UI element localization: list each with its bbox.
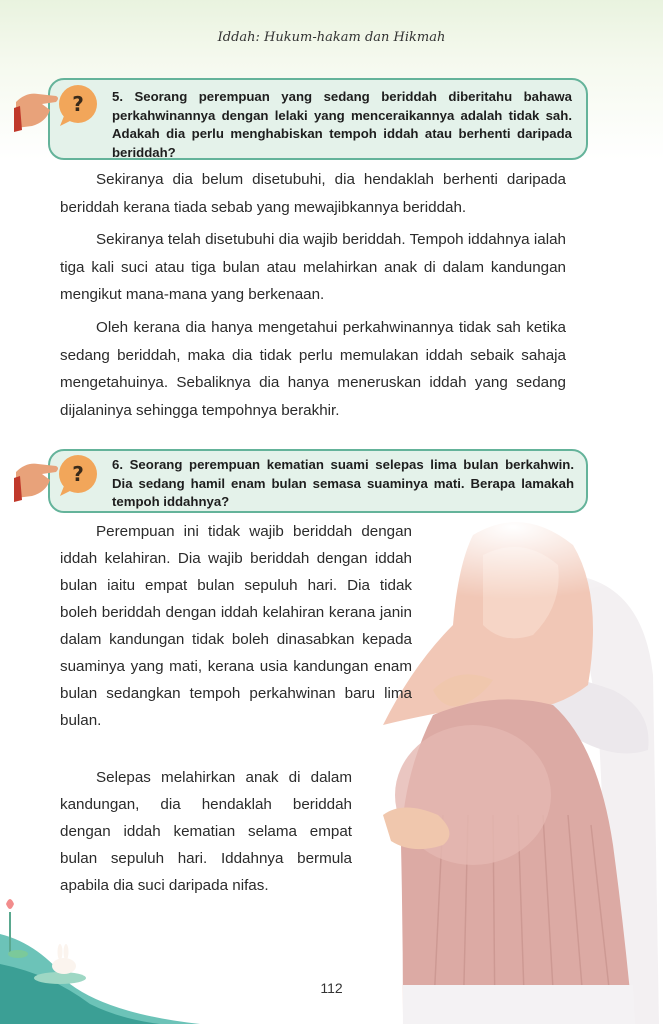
question-mark-glyph: ? — [72, 92, 84, 116]
page-header-title: Iddah: Hukum-hakam dan Hikmah — [217, 30, 446, 45]
answer-paragraph: Oleh kerana dia hanya mengetahui perkahwinannya tidak sah ketika sedang beriddah, maka dia tidak perlu memulakan iddah sebaik sahaja mengetahuinya. Sebaliknya dia hanya meneruskan iddah yang sedang dijalaninya sehingga tempohnya berakhir. — [60, 319, 566, 419]
decorative-lotus-illustration — [0, 894, 220, 1024]
question-text-5: 5. Seorang perempuan yang sedang beriddah diberitahu bahawa perkahwinannya dengan lelaki yang menceraikannya adalah tidak sah. Adakah dia perlu menghabiskan tempoh iddah atau berhenti daripada beriddah? — [112, 89, 572, 160]
question-box-5 — [48, 78, 588, 160]
answer-paragraph: Selepas melahirkan anak di dalam kandungan, dia hendaklah beriddah dengan iddah kematian selama empat bulan sepuluh hari. Iddahnya bermula apabila dia suci daripada nifas. — [60, 769, 352, 894]
question-mark-glyph: ? — [72, 462, 84, 486]
question-box-6 — [48, 449, 588, 513]
answer-paragraph: Perempuan ini tidak wajib beriddah dengan iddah kelahiran. Dia wajib beriddah dengan iddah bulan iaitu empat bulan sepuluh hari. Dia tidak boleh beriddah dengan iddah kelahiran kerana janin dalam kandungan tidak boleh dinasabkan kepada suaminya yang mati, kerana usia kandungan enam bulan sedangkan tempoh perkahwinan baru lima bulan. — [60, 523, 412, 729]
rabbit-icon — [52, 944, 76, 974]
answer-paragraph: Sekiranya dia belum disetubuhi, dia hendaklah berhenti daripada beriddah kerana tiada sebab yang mewajibkannya beriddah. — [60, 171, 566, 216]
page-number: 112 — [320, 980, 343, 996]
answer-paragraph: Sekiranya telah disetubuhi dia wajib beriddah. Tempoh iddahnya ialah tiga kali suci atau tiga bulan atau melahirkan anak di dalam kandungan mengikut mana-mana yang berkenaan. — [60, 231, 566, 303]
hand-question-icon — [12, 82, 104, 134]
question-text-6: 6. Seorang perempuan kematian suami selepas lima bulan berkahwin. Dia sedang hamil enam bulan semasa suaminya mati. Berapa lamakah tempoh iddahnya? — [112, 457, 574, 509]
hand-question-icon — [12, 452, 104, 504]
